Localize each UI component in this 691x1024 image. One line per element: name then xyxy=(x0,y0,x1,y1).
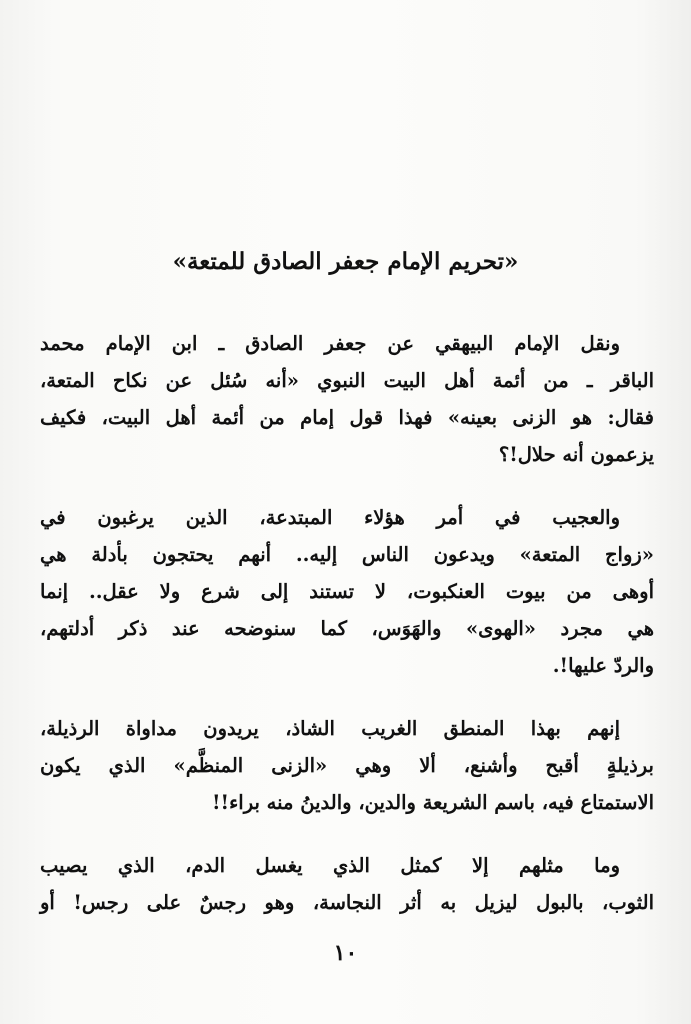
text-line: إنهم بهذا المنطق الغريب الشاذ، يريدون مداواة الرذيلة، xyxy=(40,717,620,740)
text-line: والعجيب في أمر هؤلاء المبتدعة، الذين يرغبون في xyxy=(40,506,620,529)
text-line: الاستمتاع فيه، باسم الشريعة والدين، والدينُ منه براء!! xyxy=(212,791,654,814)
text-line: فقال: هو الزنى بعينه» فهذا قول إمام من أئمة أهل البيت، فكيف xyxy=(40,406,654,429)
text-line: وما مثلهم إلا كمثل الذي يغسل الدم، الذي يصيب xyxy=(40,854,620,877)
section-title: «تحريم الإمام جعفر الصادق للمتعة» xyxy=(172,248,519,275)
paragraph xyxy=(40,847,654,921)
body-text xyxy=(40,325,654,947)
text-line: يزعمون أنه حلال!؟ xyxy=(498,443,654,466)
text-line: والردّ عليها!. xyxy=(552,654,654,677)
text-line: هي مجرد «الهوى» والهَوَس، كما سنوضحه عند ذكر أدلتهم، xyxy=(40,617,654,640)
text-line: ونقل الإمام البيهقي عن جعفر الصادق ـ ابن الإمام محمد xyxy=(40,332,620,355)
text-line: الباقر ـ من أئمة أهل البيت النبوي «أنه سُئل عن نكاح المتعة، xyxy=(40,369,654,392)
text-line: أوهى من بيوت العنكبوت، لا تستند إلى شرع ولا عقل.. إنما xyxy=(40,580,654,603)
text-line: الثوب، بالبول ليزيل به أثر النجاسة، وهو رجسٌ على رجس! أو xyxy=(40,891,654,914)
text-line: «زواج المتعة» ويدعون الناس إليه.. أنهم يحتجون بأدلة هي xyxy=(40,543,654,566)
paragraph xyxy=(40,325,654,473)
paragraph xyxy=(40,710,654,821)
text-line: برذيلةٍ أقبح وأشنع، ألا وهي «الزنى المنظَّم» الذي يكون xyxy=(40,754,654,777)
page-number: ١٠ xyxy=(333,940,358,966)
paragraph xyxy=(40,499,654,684)
